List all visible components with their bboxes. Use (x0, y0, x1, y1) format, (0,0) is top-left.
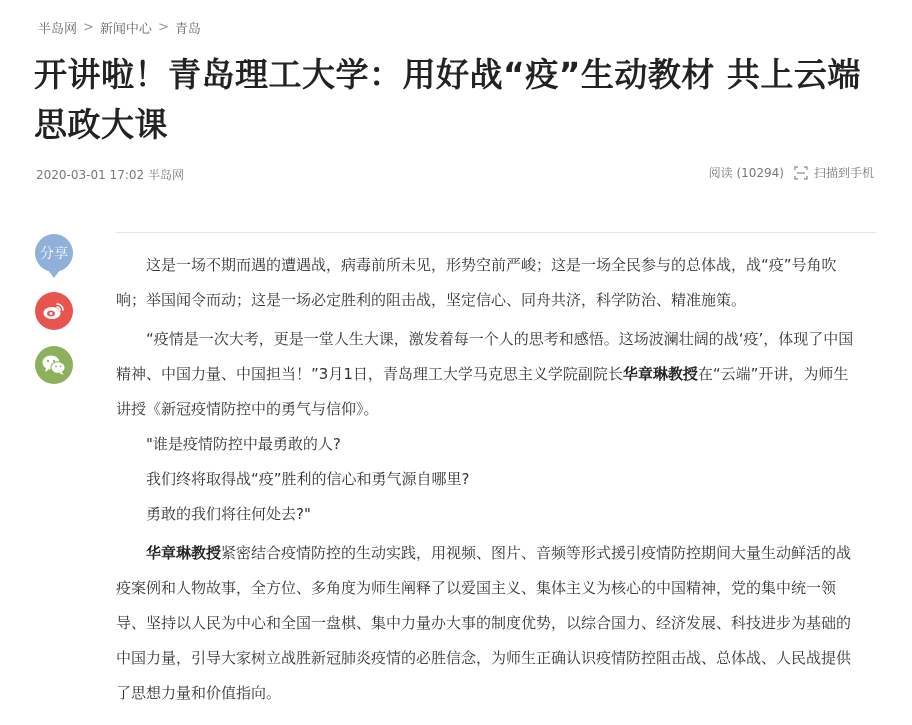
read-count-value: (10294) (736, 166, 784, 180)
article-title: 开讲啦！青岛理工大学：用好战“疫”生动教材 共上云端思政大课 (34, 55, 861, 144)
share-weibo-button[interactable] (35, 292, 73, 330)
question-line: 我们终将取得战“疫”胜利的信心和勇气源自哪里? (146, 470, 470, 488)
paragraph-text: “疫情是一次大考，更是一堂人生大课，激发着每一个人的思考和感悟。这场波澜壮阔的战‘疫’，体现了中国精神、中国力量、中国担当！”3月1日，青岛理工大学马克思主义学院副院长 (116, 330, 854, 383)
question-line: "谁是疫情防控中最勇敢的人? (146, 435, 341, 453)
breadcrumb (38, 18, 201, 37)
weibo-icon (42, 301, 66, 321)
breadcrumb-separator: > (157, 20, 169, 35)
paragraph (116, 322, 860, 427)
speaker-name: 华章琳教授 (146, 544, 222, 562)
speaker-name: 华章琳教授 (622, 365, 698, 383)
paragraph-text: 紧密结合疫情防控的生动实践，用视频、图片、音频等形式援引疫情防控期间大量生动鲜活的战疫案例和人物故事，全方位、多角度为师生阐释了以爱国主义、集体主义为核心的中国精神，党的集中统一领导、坚持以人民为中心和全国一盘棋、集中力量办大事的制度优势，以综合国力、经济发展、科技进步为基础的中国力量，引导大家树立战胜新冠肺炎疫情的必胜信念，为师生正确认识疫情防控阻击战、总体战、人民战提供了思想力量和价值指向。 (116, 544, 852, 702)
qr-scan-icon (794, 166, 808, 180)
article-body (116, 248, 860, 711)
read-count-label: 阅读 (708, 166, 733, 180)
publish-datetime: 2020-03-01 17:02 (36, 168, 145, 182)
share-label: 分享 (35, 234, 73, 272)
article-meta-right (709, 164, 874, 181)
share-wechat-button[interactable] (35, 346, 73, 384)
content-divider (116, 232, 876, 233)
article-meta (36, 166, 184, 183)
paragraph: 这是一场不期而遇的遭遇战，病毒前所未见，形势空前严峻；这是一场全民参与的总体战，战“疫”号角吹响；举国闻令而动；这是一场必定胜利的阻击战，坚定信心、同舟共济，科学防治、精准施策。 (116, 256, 837, 309)
scan-to-phone-label: 扫描到手机 (813, 166, 874, 180)
question-line: 勇敢的我们将往何处去?" (146, 505, 311, 523)
paragraph (116, 536, 860, 711)
breadcrumb-separator: > (83, 20, 94, 35)
breadcrumb-link-qingdao[interactable]: 青岛 (174, 22, 201, 37)
paragraph-text: 在“云端”开讲，为师生讲授《新冠疫情防控中的勇气与信仰》。 (116, 365, 849, 418)
scan-to-phone-button[interactable] (794, 164, 874, 181)
wechat-icon (41, 354, 67, 376)
share-panel (35, 234, 73, 384)
breadcrumb-link-news[interactable]: 新闻中心 (99, 22, 152, 37)
breadcrumb-link-home[interactable]: 半岛网 (38, 22, 78, 37)
read-count (709, 164, 784, 181)
article-source: 半岛网 (147, 168, 184, 182)
